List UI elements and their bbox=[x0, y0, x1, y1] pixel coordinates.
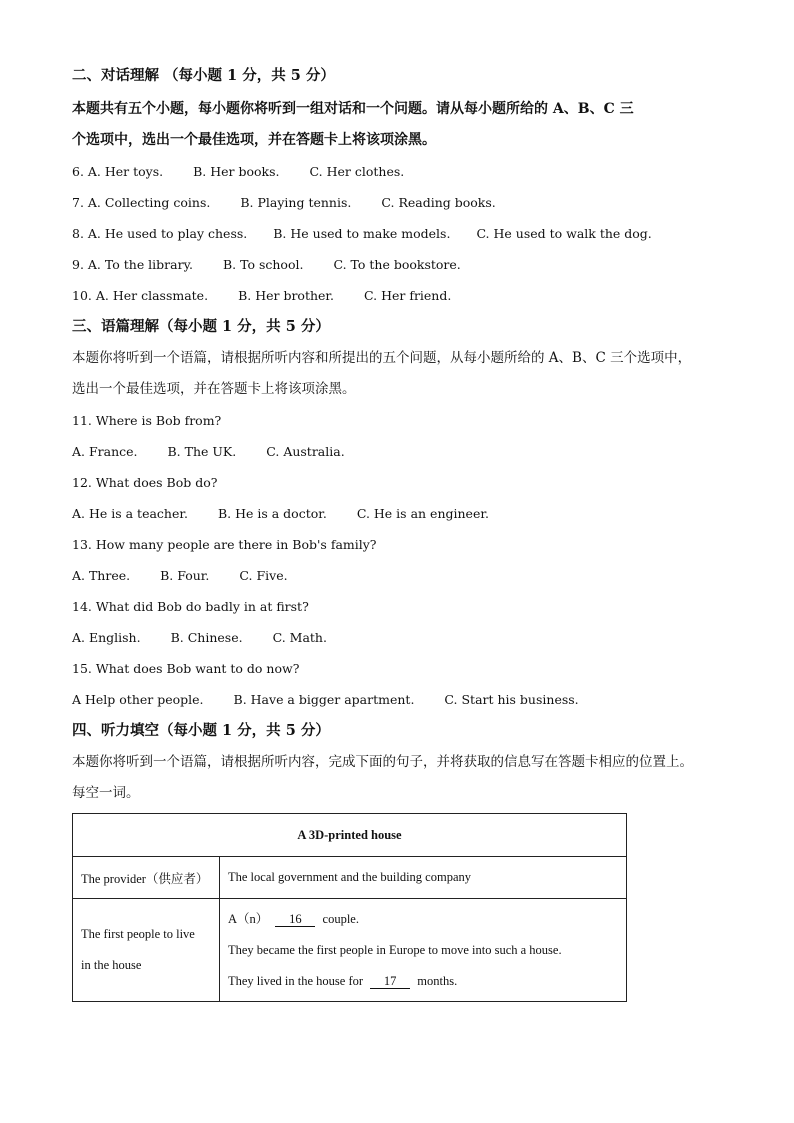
question-11-options bbox=[72, 436, 722, 467]
option-a[interactable]: A. English. bbox=[72, 629, 141, 645]
provider-label: The provider（供应者） bbox=[73, 857, 220, 899]
first-people-label bbox=[73, 899, 220, 1002]
option-c[interactable]: C. To the bookstore. bbox=[333, 256, 461, 272]
option-c[interactable]: C. He is an engineer. bbox=[356, 505, 489, 521]
question-15-options bbox=[72, 684, 722, 715]
section4-instruction-line1: 本题你将听到一个语篇，请根据所听内容，完成下面的句子，并将获取的信息写在答题卡相应的位置上。 bbox=[72, 754, 693, 770]
option-c[interactable]: C. Australia. bbox=[266, 443, 345, 459]
blank-17[interactable]: 17 bbox=[370, 974, 410, 989]
question-13-options bbox=[72, 560, 722, 591]
option-b[interactable]: B. Four. bbox=[160, 567, 210, 583]
option-c[interactable]: C. Start his business. bbox=[444, 691, 579, 707]
option-b[interactable]: B. Her books. bbox=[193, 163, 280, 179]
first-people-line1 bbox=[228, 904, 618, 935]
question-14-stem: 14. What did Bob do badly in at first? bbox=[72, 598, 309, 614]
option-b[interactable]: B. Playing tennis. bbox=[240, 194, 352, 210]
question-12-options bbox=[72, 498, 722, 529]
option-b[interactable]: B. Have a bigger apartment. bbox=[233, 691, 415, 707]
option-b[interactable]: B. To school. bbox=[222, 256, 304, 272]
first-people-label-line1: The first people to live bbox=[81, 927, 195, 941]
section3-instruction-line2: 选出一个最佳选项，并在答题卡上将该项涂黑。 bbox=[72, 381, 356, 397]
table-title: A 3D-printed house bbox=[73, 814, 627, 857]
first-people-value bbox=[220, 899, 627, 1002]
first-people-line2: They became the first people in Europe to move into such a house. bbox=[228, 942, 562, 957]
exam-page bbox=[72, 66, 722, 1002]
option-c[interactable]: C. Reading books. bbox=[381, 194, 496, 210]
section2-heading: 二、对话理解 （每小题 1 分，共 5 分） bbox=[72, 67, 335, 84]
option-b[interactable]: B. Her brother. bbox=[238, 287, 334, 303]
section2-instruction-line2: 个选项中，选出一个最佳选项，并在答题卡上将该项涂黑。 bbox=[72, 132, 436, 148]
option-a[interactable]: A. France. bbox=[72, 443, 138, 459]
question-13-stem: 13. How many people are there in Bob's family? bbox=[72, 536, 377, 552]
option-b[interactable]: B. Chinese. bbox=[170, 629, 243, 645]
line3-prefix: They lived in the house for bbox=[228, 973, 364, 988]
section3-instruction-line1: 本题你将听到一个语篇，请根据所听内容和所提出的五个问题，从每小题所给的 A、B、C 三个选项中， bbox=[72, 350, 692, 366]
option-c[interactable]: C. Her clothes. bbox=[309, 163, 405, 179]
option-a[interactable]: 7. A. Collecting coins. bbox=[72, 194, 211, 210]
question-9-options bbox=[72, 249, 722, 280]
question-12-stem: 12. What does Bob do? bbox=[72, 474, 218, 490]
option-a[interactable]: A. He is a teacher. bbox=[72, 505, 188, 521]
option-a[interactable]: 10. A. Her classmate. bbox=[72, 287, 209, 303]
line3-suffix: months. bbox=[417, 973, 458, 988]
question-7-options bbox=[72, 187, 722, 218]
question-15-stem: 15. What does Bob want to do now? bbox=[72, 660, 300, 676]
info-table bbox=[72, 813, 627, 1002]
option-c[interactable]: C. Her friend. bbox=[364, 287, 452, 303]
section4-instruction-line2: 每空一词。 bbox=[72, 785, 140, 801]
option-a[interactable]: 9. A. To the library. bbox=[72, 256, 193, 272]
option-c[interactable]: C. Math. bbox=[272, 629, 327, 645]
question-6-options bbox=[72, 156, 722, 187]
section3-heading: 三、语篇理解（每小题 1 分，共 5 分） bbox=[72, 318, 330, 335]
question-14-options bbox=[72, 622, 722, 653]
question-8-options bbox=[72, 218, 722, 249]
first-people-line3 bbox=[228, 966, 618, 997]
section2-instruction-line1: 本题共有五个小题，每小题你将听到一组对话和一个问题。请从每小题所给的 A、B、C 三 bbox=[72, 101, 634, 117]
line1-suffix: couple. bbox=[322, 911, 359, 926]
option-c[interactable]: C. He used to walk the dog. bbox=[476, 225, 652, 241]
option-a[interactable]: A Help other people. bbox=[72, 691, 204, 707]
section4-heading: 四、听力填空（每小题 1 分，共 5 分） bbox=[72, 722, 330, 739]
option-b[interactable]: B. The UK. bbox=[167, 443, 237, 459]
option-b[interactable]: B. He used to make models. bbox=[273, 225, 451, 241]
option-a[interactable]: 6. A. Her toys. bbox=[72, 163, 164, 179]
option-a[interactable]: 8. A. He used to play chess. bbox=[72, 225, 248, 241]
question-10-options bbox=[72, 280, 722, 311]
first-people-label-line2: in the house bbox=[81, 958, 142, 972]
line1-prefix: A（n） bbox=[228, 911, 269, 926]
option-b[interactable]: B. He is a doctor. bbox=[217, 505, 327, 521]
option-a[interactable]: A. Three. bbox=[72, 567, 131, 583]
blank-16[interactable]: 16 bbox=[275, 912, 315, 927]
question-11-stem: 11. Where is Bob from? bbox=[72, 412, 222, 428]
option-c[interactable]: C. Five. bbox=[239, 567, 288, 583]
provider-value: The local government and the building company bbox=[220, 857, 627, 899]
